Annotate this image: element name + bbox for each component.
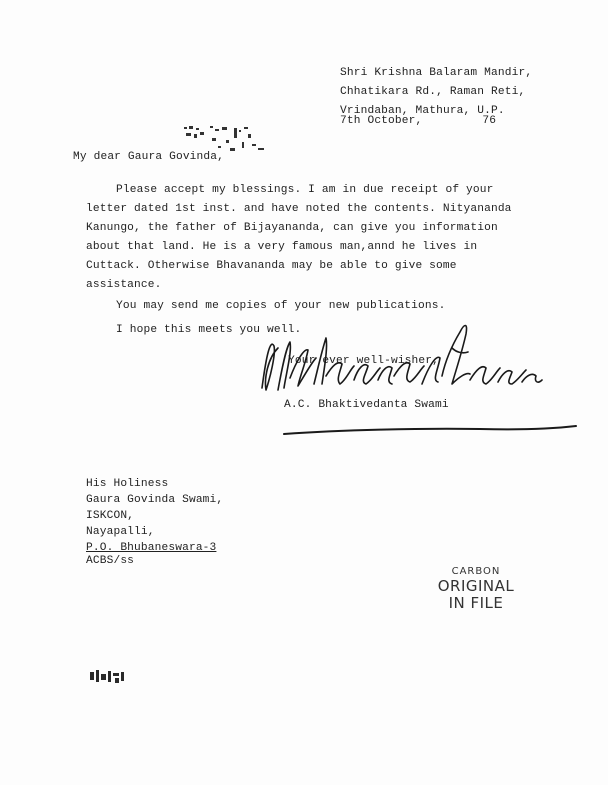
body-line: Cuttack. Otherwise Bhavananda may be able to give some	[86, 260, 457, 272]
stamp-line: IN FILE	[448, 594, 504, 612]
closing-line: Your ever well-wisher,	[288, 355, 439, 367]
recipient-address	[86, 476, 223, 556]
recipient-line: P.O. Bhubaneswara-3	[86, 542, 217, 554]
body-line: about that land. He is a very famous man,annd he lives in	[86, 241, 478, 253]
salutation: My dear Gaura Govinda,	[73, 151, 224, 163]
ink-smudge-bottom	[88, 666, 128, 688]
address-line: Shri Krishna Balaram Mandir,	[340, 67, 533, 79]
address-line: Chhatikara Rd., Raman Reti,	[340, 86, 526, 98]
handwritten-signature	[256, 318, 546, 398]
date-text: 7th October,	[340, 115, 423, 127]
signature-underline	[280, 420, 580, 440]
body-paragraph: You may send me copies of your new publications.	[116, 300, 446, 312]
recipient-line: ISKCON,	[86, 510, 135, 522]
letter-date	[340, 112, 496, 131]
body-line: Please accept my blessings. I am in due receipt of your	[116, 184, 494, 196]
body-line: Kanungo, the father of Bijayananda, can give you information	[86, 222, 498, 234]
carbon-original-stamp	[426, 566, 526, 612]
body-line: assistance.	[86, 279, 162, 291]
stamp-line: CARBON	[451, 566, 501, 577]
body-paragraph: I hope this meets you well.	[116, 324, 302, 336]
signatory-name: A.C. Bhaktivedanta Swami	[284, 399, 449, 411]
reference-initials: ACBS/ss	[86, 555, 135, 567]
recipient-line: Nayapalli,	[86, 526, 155, 538]
recipient-line: His Holiness	[86, 478, 169, 490]
stamp-line: ORIGINAL	[437, 577, 515, 595]
address-line: Vrindaban, Mathura, U.P.	[340, 105, 505, 117]
recipient-line: Gaura Govinda Swami,	[86, 494, 224, 506]
date-year: 76	[482, 115, 497, 127]
body-line: letter dated 1st inst. and have noted the contents. Nityananda	[86, 203, 512, 215]
